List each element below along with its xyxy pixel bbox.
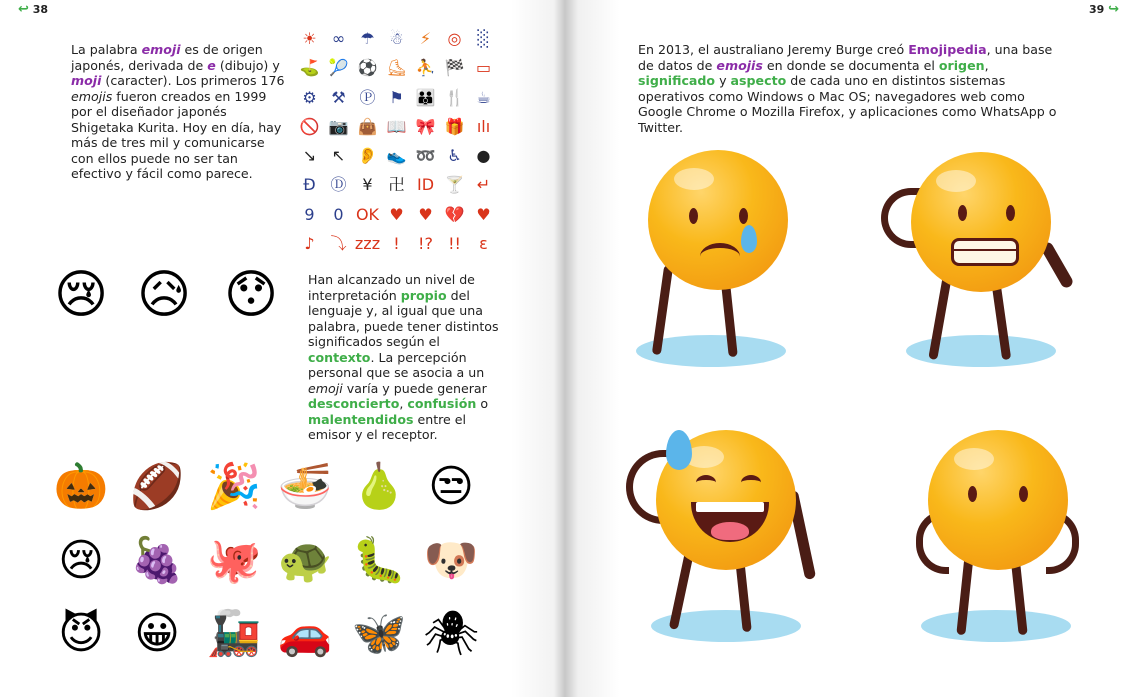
hook-icon: ↩ [18, 2, 29, 17]
grid-icon: ◎ [447, 29, 462, 48]
emoji-icon: 😒 [428, 461, 474, 512]
grid-icon: ⤵ [330, 234, 347, 254]
emoji-icon: 🐛 [351, 535, 407, 586]
grid-icon: 👜 [357, 116, 378, 136]
emoji-icon: 🍜 [277, 461, 333, 512]
grid-icon: !! [448, 234, 461, 254]
hook-icon: ↪ [1108, 2, 1119, 17]
grid-icon: ID [416, 175, 435, 195]
grid-icon: ılı [476, 116, 491, 136]
grid-icon: ♥ [418, 204, 433, 224]
grid-icon: 🍴 [444, 87, 465, 107]
page-number-right: 39 ↪ [1088, 2, 1119, 17]
emoji-icon: 🎃 [53, 461, 109, 512]
grid-icon: Ⓓ [330, 175, 347, 195]
grid-icon: ⚙ [302, 87, 317, 107]
grid-icon: ☃ [389, 29, 404, 48]
emoji-icon: 🐙 [206, 535, 262, 586]
grid-icon: ☀ [302, 29, 317, 48]
emoji-icon: 😀 [134, 608, 180, 659]
grid-icon: ░ [477, 29, 490, 48]
emoji-icon: 😈 [58, 608, 104, 659]
right-page [566, 0, 1137, 697]
grid-icon: 🎾 [328, 58, 349, 78]
grid-icon: 📷 [328, 116, 349, 136]
emoji-icon: 🕷 [423, 608, 479, 659]
grimace-emoji-character [881, 150, 1066, 375]
grid-icon: ⚑ [389, 87, 404, 107]
emoji-icon: 🎉 [206, 461, 262, 512]
grid-icon: ♥ [389, 204, 404, 224]
grid-icon: ➿ [415, 146, 436, 166]
grid-icon: ▭ [475, 58, 492, 78]
emoji-icon: 🚗 [277, 608, 333, 659]
grid-icon: 👪 [415, 87, 436, 107]
grid-icon: 🏁 [444, 58, 465, 78]
emoji-icon: 🍐 [351, 461, 407, 512]
grid-icon: 📖 [386, 116, 407, 136]
neutral-emoji-character [916, 430, 1086, 645]
emoji-icon: 🏈 [129, 461, 185, 512]
grid-icon: Ⓟ [359, 87, 376, 107]
emoji-face: 😢 [53, 265, 109, 325]
grid-icon: Ɖ [303, 175, 316, 195]
grid-icon: ♪ [304, 234, 315, 254]
grid-icon: ⛹ [415, 58, 436, 78]
grid-icon: ⚒ [331, 87, 346, 107]
grid-icon: ♥ [476, 204, 491, 224]
emoji-icon: 🐢 [277, 535, 333, 586]
grid-icon: 🚫 [299, 116, 320, 136]
page-gutter [510, 0, 620, 697]
grid-icon: 卍 [388, 175, 405, 195]
emoji-face: 😯 [223, 265, 279, 325]
intro-paragraph: La palabra emoji es de origen japonés, derivada de e (dibujo) y moji (caracter). Los primeros 176 emojis fueron creados en 1999 por el diseñador japonés Shigetaka Kurita. Hoy en día, hay más de tres mil y comunicarse con ellos puede no ser tan efectivo y fácil como parece. [71, 42, 285, 181]
grid-icon: !? [418, 234, 433, 254]
interpretation-paragraph: Han alcanzado un nivel de interpretación propio del lenguaje y, al igual que una palabra, puede tener distintos significados según el contexto. La percepción personal que se asocia a un emoji varía y puede generar desconcierto, confusión o malentendidos entre el emisor y el receptor. [308, 272, 499, 442]
grid-icon: ● [476, 146, 491, 166]
sad-emoji-character [626, 150, 806, 375]
grid-icon: 0 [333, 204, 344, 224]
grid-icon: ⚽ [357, 58, 378, 78]
emoji-icon: 🚂 [206, 608, 262, 659]
grid-icon: ↖ [331, 146, 346, 166]
grid-icon: ⛳ [299, 58, 320, 78]
grid-icon: 🍸 [444, 175, 465, 195]
original-emoji-icon-grid [295, 24, 498, 258]
emoji-icon: 🐶 [423, 535, 479, 586]
grid-icon: OK [355, 204, 380, 224]
emoji-face: 😥 [136, 265, 192, 325]
emoji-icon: 🍇 [129, 535, 185, 586]
grid-icon: ☂ [360, 29, 375, 48]
grid-icon: ε [479, 234, 488, 254]
emoji-icon: 🦋 [351, 608, 407, 659]
grid-icon: zzz [354, 234, 381, 254]
laughing-sweat-emoji-character [626, 430, 816, 650]
grid-icon: ⛸ [386, 58, 407, 78]
grid-icon: ♿ [447, 146, 462, 166]
page-number-left: ↩ 38 [18, 2, 49, 17]
emoji-icon: 😢 [58, 535, 104, 586]
grid-icon: ∞ [331, 29, 346, 48]
grid-icon: 👂 [357, 146, 378, 166]
emojipedia-paragraph: En 2013, el australiano Jeremy Burge creó Emojipedia, una base de datos de emojis en donde se documenta el origen, significado y aspecto de cada uno en distintos sistemas operativos como Windows o Mac OS; navegadores web como Google Chrome o Mozilla Firefox, y aplicaciones como WhatsApp o Twitter. [638, 42, 1057, 135]
grid-icon: 👟 [386, 146, 407, 166]
grid-icon: ! [393, 234, 400, 254]
grid-icon: 🎀 [415, 116, 436, 136]
grid-icon: 9 [304, 204, 315, 224]
grid-icon: ¥ [362, 175, 373, 195]
grid-icon: 💔 [444, 204, 465, 224]
left-page [0, 0, 566, 697]
grid-icon: ⚡ [419, 29, 432, 48]
grid-icon: ↘ [302, 146, 317, 166]
grid-icon: ↵ [476, 175, 491, 195]
grid-icon: 🎁 [444, 116, 465, 136]
grid-icon: ☕ [476, 87, 491, 107]
